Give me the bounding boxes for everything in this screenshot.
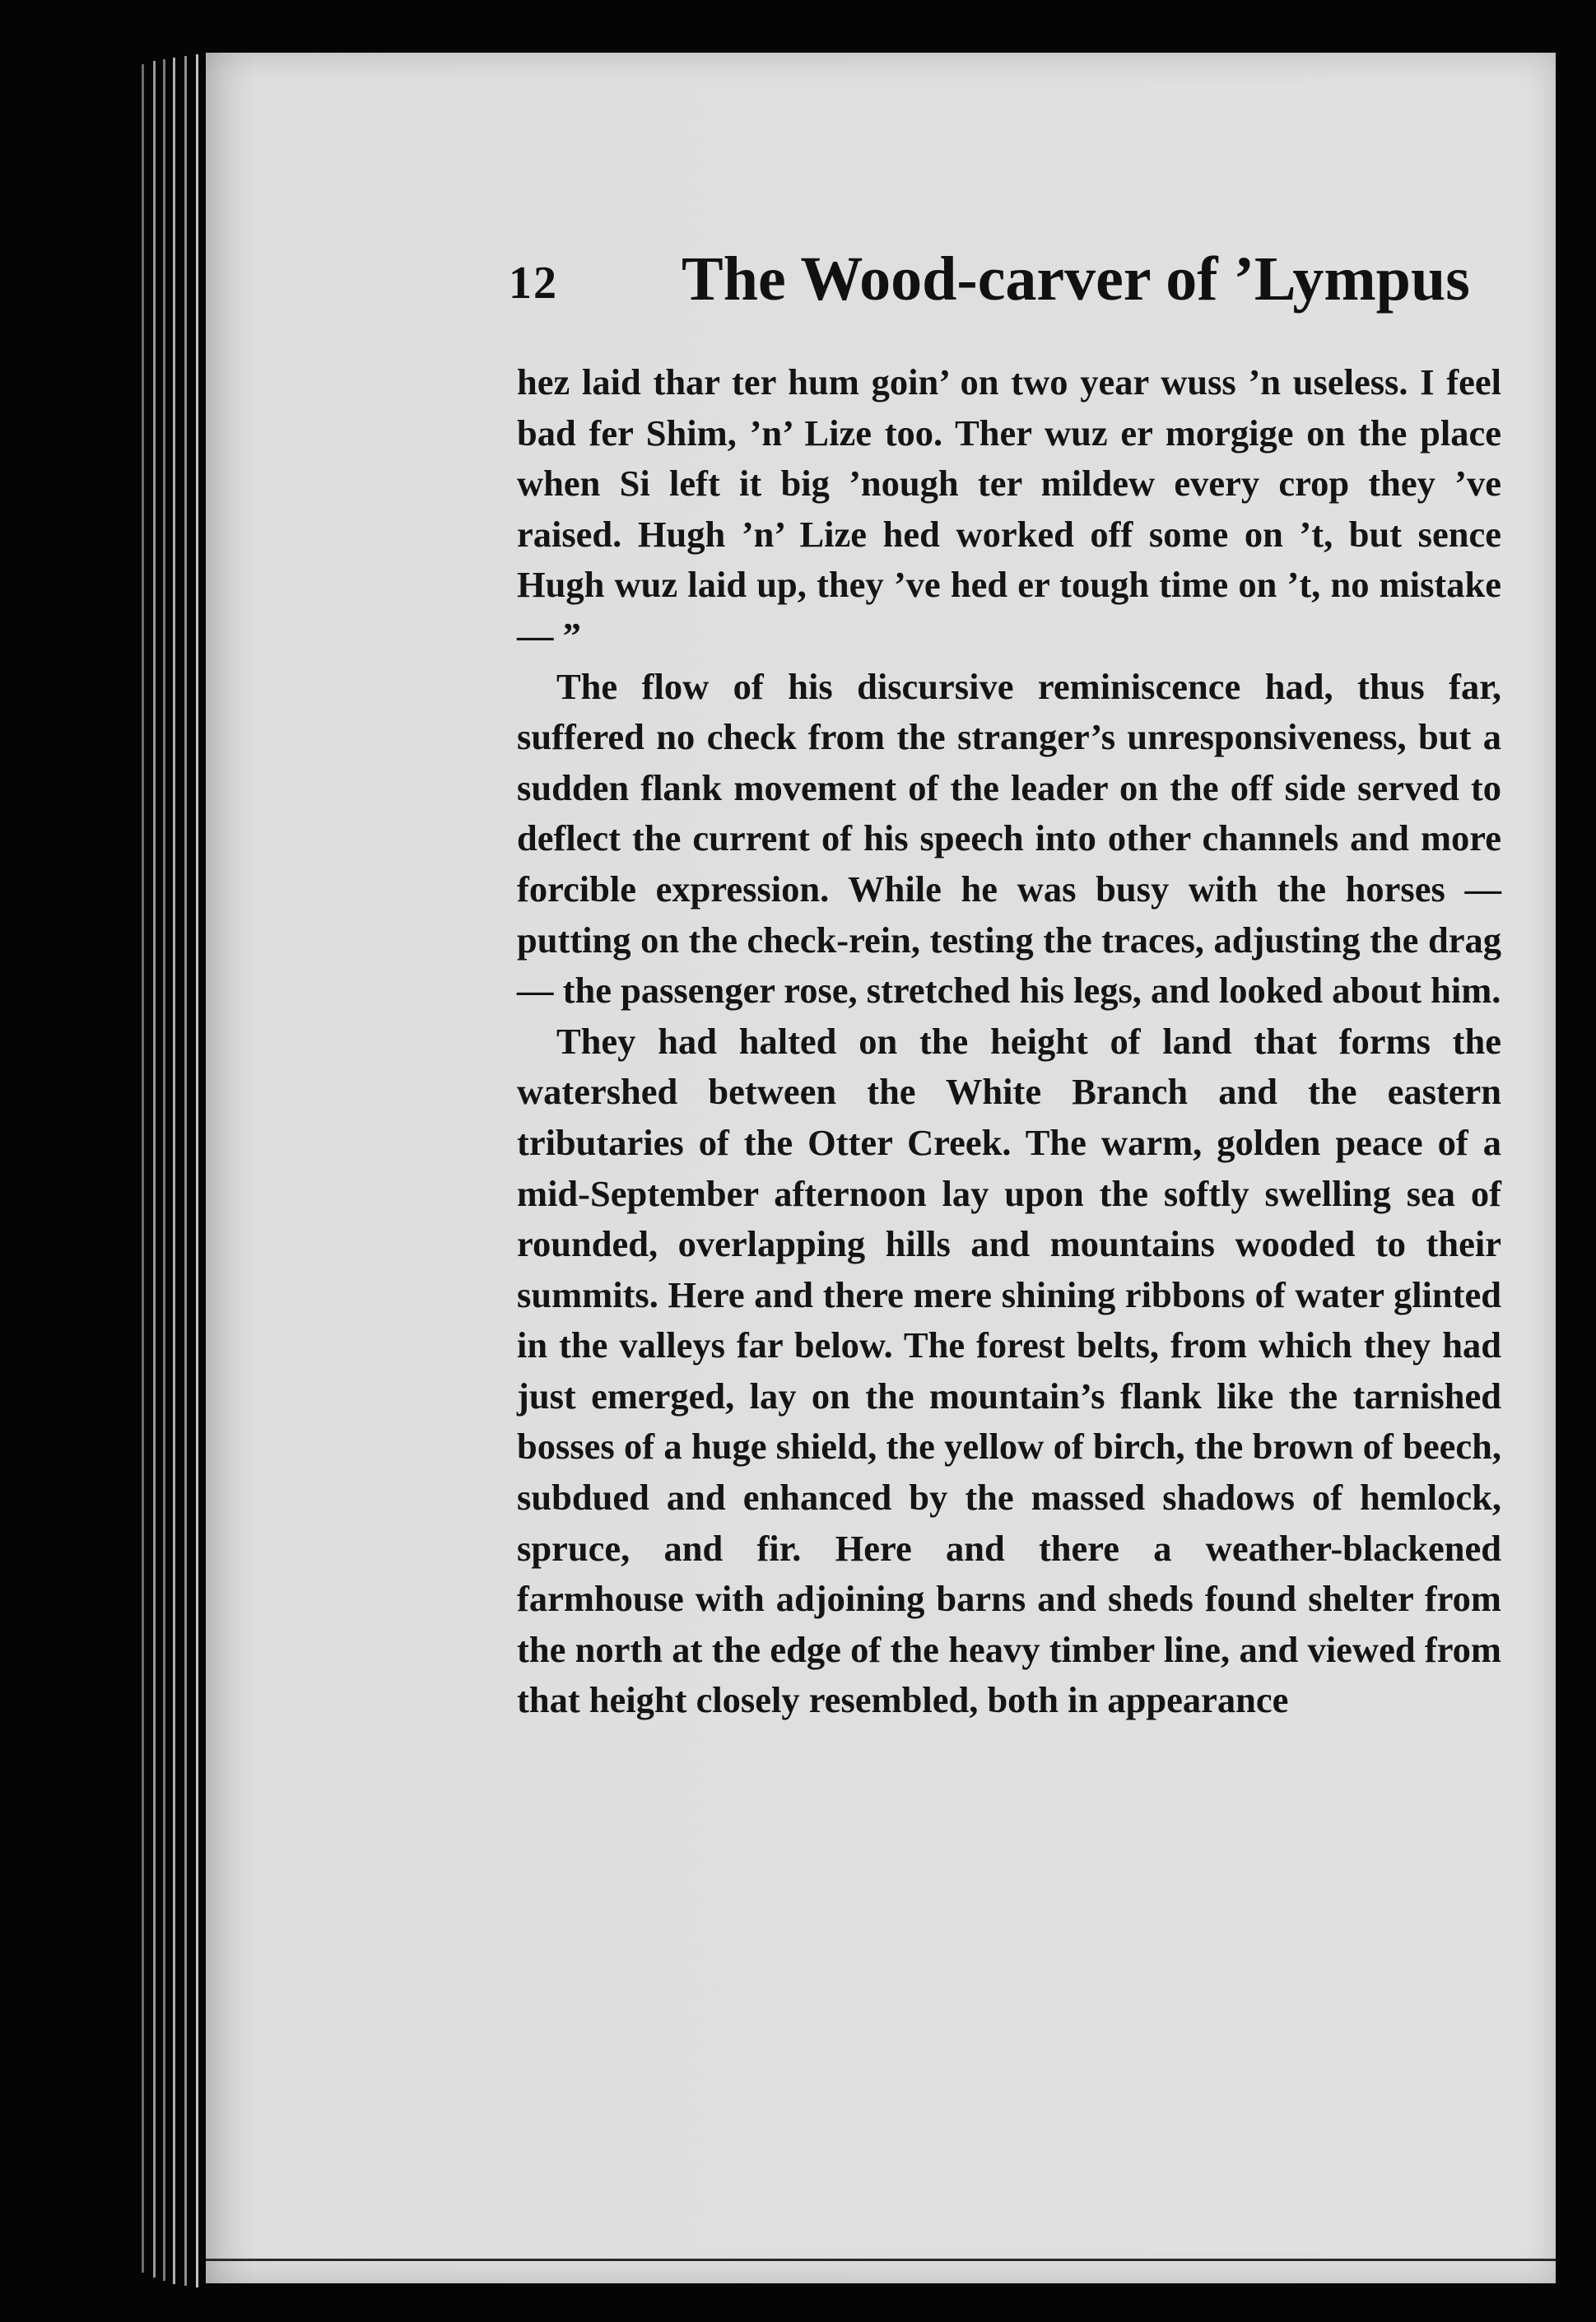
body-text	[517, 357, 1501, 1726]
running-title: The Wood-carver of ’Lympus	[682, 244, 1470, 314]
page-bottom-edge	[206, 2259, 1556, 2261]
paragraph-continued: hez laid thar ter hum goin’ on two year wuss ’n useless. I feel bad fer Shim, ’n’ Lize too. Ther wuz er morgige on the place when Si left it big ’nough ter mildew every crop they ’ve raised. Hugh ’n’ Lize hed worked off some on ’t, but sence Hugh wuz laid up, they ’ve hed er tough time on ’t, no mistake — ”	[517, 361, 1501, 656]
page-number: 12	[509, 258, 558, 309]
page-edge	[163, 59, 165, 2281]
paragraph: The flow of his discursive reminiscence had, thus far, suffered no check from the stranger’s unresponsiveness, but a sudden flank movement of the leader on the off side served to deflect the current of his speech into other channels and more forcible expression. While he was busy with the horses — putting on the check-rein, testing the traces, adjusting the drag — the passenger rose, stretched his legs, and looked about him.	[517, 665, 1501, 1012]
paragraph: They had halted on the height of land that forms the watershed between the White Branch and the eastern tributaries of the Otter Creek. The warm, golden peace of a mid-September afternoon lay upon the softly swelling sea of rounded, overlapping hills and mountains wooded to their summits. Here and there mere shining ribbons of water glinted in the valleys far below. The forest belts, from which they had just emerged, lay on the mountain’s flank like the tarnished bosses of a huge shield, the yellow of birch, the brown of beech, subdued and enhanced by the massed shadows of hemlock, spruce, and fir. Here and there a weather-blackened farmhouse with adjoining barns and sheds found shelter from the north at the edge of the heavy timber line, and viewed from that height closely resembled, both in appearance	[517, 1020, 1501, 1721]
page-edge	[173, 58, 175, 2284]
page-edge	[153, 61, 156, 2278]
page-edge	[184, 56, 187, 2286]
page-edge	[196, 54, 198, 2287]
page-header	[509, 244, 1496, 334]
page-edge	[142, 64, 144, 2273]
